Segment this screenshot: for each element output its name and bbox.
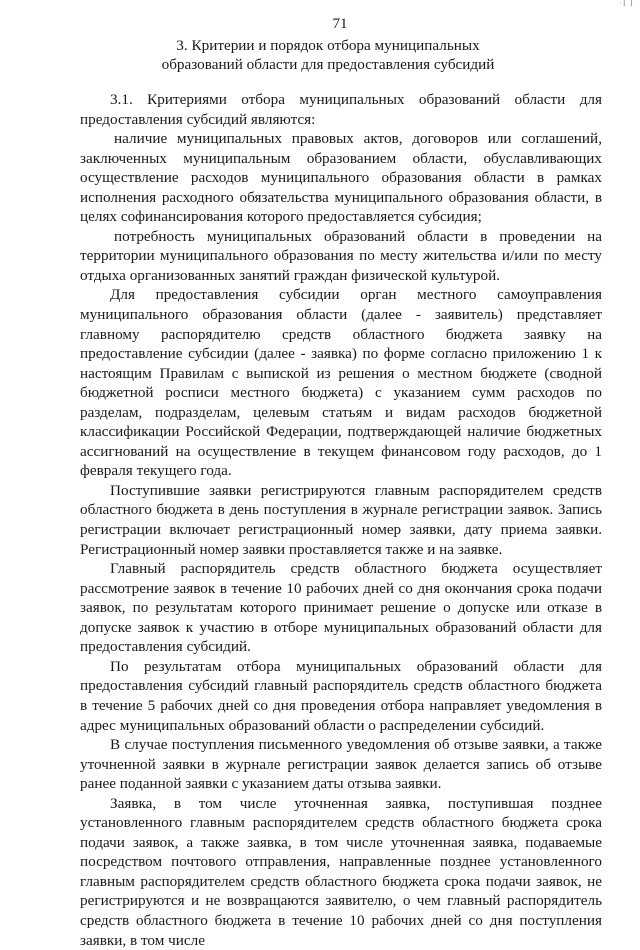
section-title-line-1: 3. Критерии и порядок отбора муниципальных: [176, 37, 480, 54]
paragraph-criteria-intro: 3.1. Критериями отбора муниципальных образований области для предоставления субсидий являются:: [80, 91, 602, 128]
body-text: [80, 90, 602, 950]
paragraph-selection-results: По результатам отбора муниципальных образований области для предоставления субсидий главный распорядитель средств областного бюджета в течение 5 рабочих дней со дня проведения отбора направляет уведомления в адрес муниципальных образований области о распределении субсидий.: [80, 657, 602, 734]
paragraph-review: Главный распорядитель средств областного бюджета осуществляет рассмотрение заявок в течение 10 рабочих дней со дня окончания срока подачи заявок, по результатам которого принимает решение о допуске или отказе в допуске заявок к участию в отборе муниципальных образований области для предоставления субсидий.: [80, 560, 602, 656]
section-title-line-2: образований области для предоставления субсидий: [161, 56, 495, 73]
paragraph-criterion-need: потребность муниципальных образований области в проведении на территории муниципального образования по месту жительства и/или по месту отдыха организованных занятий граждан физической культурой.: [80, 227, 602, 284]
paragraph-withdrawal: В случае поступления письменного уведомления об отзыве заявки, а также уточненной заявки в журнале регистрации заявок делается запись об отзыве ранее поданной заявки с указанием даты отзыва заявки.: [80, 736, 602, 793]
page-number: 71: [332, 16, 348, 32]
paragraph-criterion-legal-acts: наличие муниципальных правовых актов, договоров или соглашений, заключенных муниципальным образованием области, обуславливающих осуществление расходов муниципального образования области в рамках исполнения расходного обязательства муниципального образования области, в целях софинансирования которого предоставляется субсидия;: [80, 130, 602, 226]
section-title: [118, 36, 538, 74]
paragraph-late-applications: Заявка, в том числе уточненная заявка, поступившая позднее установленного главным распорядителем средств областного бюджета срока подачи заявок, а также заявка, в том числе уточненная заявка, подаваемые посредством почтового отправления, направленные позднее установленного главным распорядителем средств областного бюджета срока подачи заявок, не регистрируются и не возвращаются заявителю, о чем главный распорядитель средств областного бюджета в течение 10 рабочих дней со дня поступления заявки, в том числе: [80, 794, 602, 949]
paragraph-application-submission: Для предоставления субсидии орган местного самоуправления муниципального образования области (далее - заявитель) представляет главному распорядителю средств областного бюджета заявку на предоставление субсидии (далее - заявка) по форме согласно приложению 1 к настоящим Правилам с выпиской из решения о местном бюджете (сводной бюджетной росписи местного бюджета) с указанием сумм расходов по разделам, подразделам, целевым статьям и видам расходов бюджетной классификации Российской Федерации, подтверждающей наличие бюджетных ассигнований на осуществление в текущем финансовом году расходов, до 1 февраля текущего года.: [80, 286, 602, 480]
paragraph-registration: Поступившие заявки регистрируются главным распорядителем средств областного бюджета в день поступления в журнале регистрации заявок. Запись регистрации включает регистрационный номер заявки, дату приема заявки. Регистрационный номер заявки проставляется также и на заявке.: [80, 481, 602, 558]
corner-mark: ·I I: [618, 0, 634, 8]
